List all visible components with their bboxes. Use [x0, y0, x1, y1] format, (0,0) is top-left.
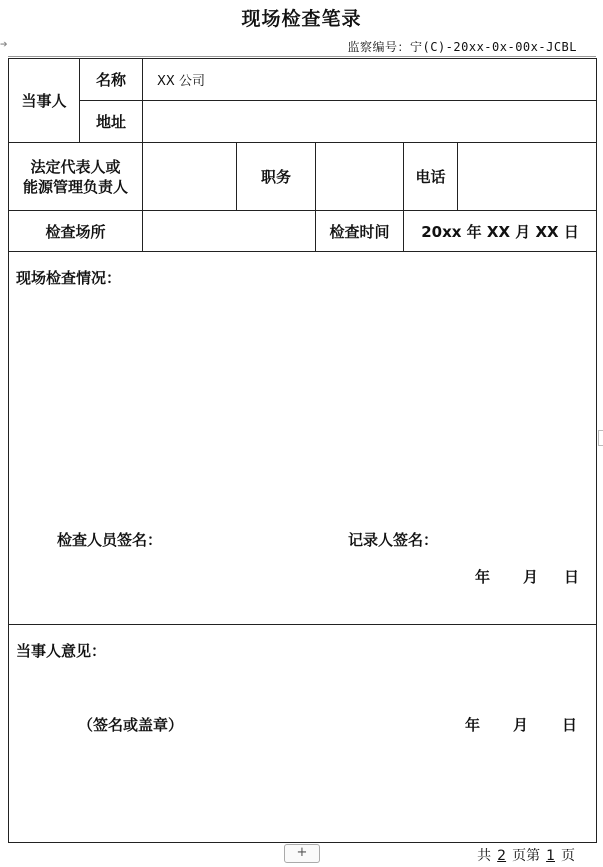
representative-label — [9, 143, 143, 211]
add-sheet-button[interactable]: + — [284, 844, 320, 863]
situation-date-year: 年 — [475, 568, 491, 586]
page-counter — [477, 845, 575, 865]
representative-label-line1: 法定代表人或 — [30, 157, 121, 176]
time-label: 检查时间 — [316, 211, 404, 252]
phone-label: 电话 — [404, 143, 458, 211]
place-label: 检查场所 — [9, 211, 143, 252]
opinion-date-day: 日 — [562, 716, 578, 734]
page-total: 2 — [497, 848, 507, 864]
opinion-date-month: 月 — [513, 716, 529, 734]
opinion-label: 当事人意见： — [16, 642, 107, 660]
serial-number: 监察编号：宁(C)-20xx-0x-00x-JCBL — [347, 40, 577, 54]
representative-value-field[interactable] — [143, 143, 237, 211]
party-label: 当事人 — [9, 59, 80, 143]
sign-or-seal-label: （签名或盖章） — [78, 716, 184, 734]
page-suffix: 页 — [561, 848, 575, 864]
address-label: 地址 — [80, 101, 143, 143]
name-value-field[interactable]: XX 公司 — [143, 59, 597, 101]
recorder-signature-label: 记录人签名： — [348, 531, 439, 549]
current-page: 1 — [546, 848, 555, 864]
document-title: 现场检查笔录 — [241, 8, 362, 30]
opinion-block[interactable] — [9, 625, 597, 843]
situation-date-day: 日 — [564, 568, 580, 586]
situation-label: 现场检查情况： — [16, 269, 122, 287]
scrollbar-handle[interactable] — [598, 430, 603, 446]
opinion-date-year: 年 — [465, 716, 481, 734]
position-label: 职务 — [237, 143, 316, 211]
situation-date-month: 月 — [523, 568, 539, 586]
phone-value-field[interactable] — [458, 143, 597, 211]
name-label: 名称 — [80, 59, 143, 101]
situation-block[interactable] — [9, 252, 597, 625]
header-divider — [8, 56, 596, 57]
page-total-prefix: 共 — [477, 848, 492, 864]
address-value-field[interactable] — [143, 101, 597, 143]
representative-label-line2: 能源管理负责人 — [22, 177, 128, 196]
position-value-field[interactable] — [316, 143, 404, 211]
page-mid-text: 页第 — [512, 848, 541, 864]
place-value-field[interactable] — [143, 211, 316, 252]
inspector-signature-label: 检查人员签名： — [57, 531, 163, 549]
scroll-arrow-icon[interactable]: ➔ — [0, 40, 8, 50]
time-value-field[interactable]: 20xx 年 XX 月 XX 日 — [404, 211, 597, 252]
inspection-form-table — [8, 58, 597, 843]
